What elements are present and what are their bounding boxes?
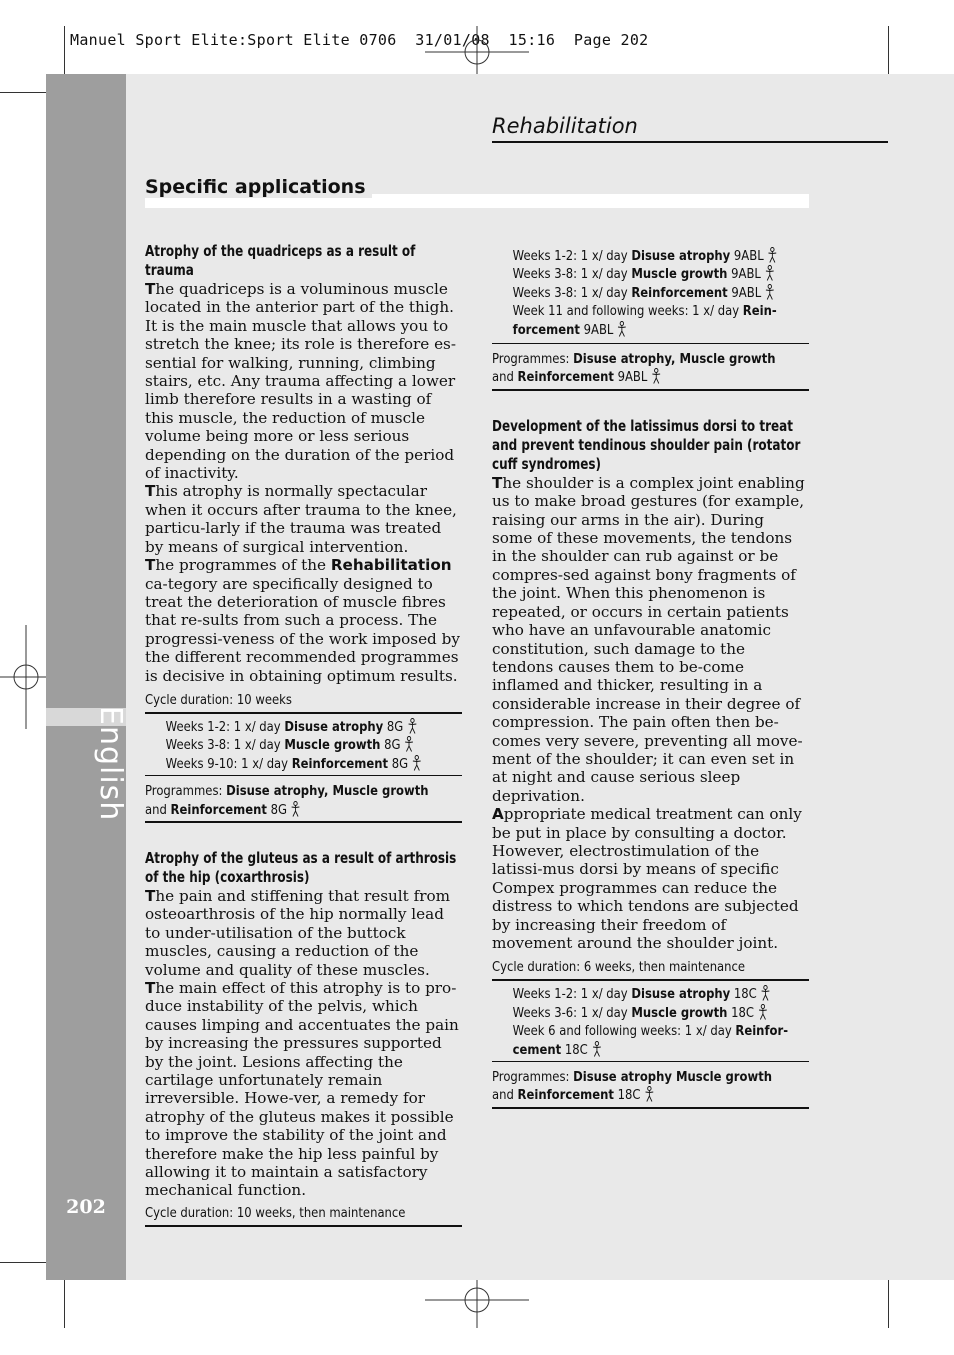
page-number: 202 bbox=[66, 1196, 106, 1218]
gluteus-heading: Atrophy of the gluteus as a result of arthrosis of the hip (coxarthrosis) bbox=[145, 848, 457, 886]
schedule-row: Weeks 3-8: 1 x/ day Reinforcement 9ABL bbox=[513, 284, 829, 302]
section-title: Rehabilitation bbox=[492, 114, 638, 138]
quadriceps-paragraph-3: The programmes of the Rehabilitation ca-tegory are specifically designed to treat the deterioration of muscle fibres that re-sults from such a process. The progressi-veness of the work imposed by the different recommended programmes is decisive in obtaining optimum results. bbox=[145, 556, 460, 685]
stick-figure-icon bbox=[765, 265, 775, 281]
stick-figure-icon bbox=[765, 284, 775, 300]
gluteus-programmes: Programmes: Disuse atrophy, Muscle growth and Reinforcement 9ABL bbox=[492, 351, 776, 386]
quadriceps-programmes: Programmes: Disuse atrophy, Muscle growth and Reinforcement 8G bbox=[145, 783, 429, 818]
stick-figure-icon bbox=[760, 985, 770, 1001]
stick-figure-icon bbox=[767, 247, 777, 263]
latissimus-cycle-duration: Cycle duration: 6 weeks, then maintenance bbox=[492, 959, 746, 976]
schedule-row: Weeks 1-2: 1 x/ day Disuse atrophy 9ABL bbox=[513, 247, 829, 265]
quadriceps-paragraph-2: This atrophy is normally spectacular when it occurs after trauma to the knee, particu-larly if the trauma was treated by means of surgical intervention. bbox=[145, 482, 457, 556]
stick-figure-icon bbox=[758, 1004, 768, 1020]
schedule-row: Weeks 1-2: 1 x/ day Disuse atrophy 18C bbox=[513, 985, 829, 1003]
stick-figure-icon bbox=[404, 736, 414, 752]
latissimus-heading: Development of the latissimus dorsi to treat and prevent tendinous shoulder pain (rotator cuff syndromes) bbox=[492, 416, 801, 473]
schedule-row: Weeks 1-2: 1 x/ day Disuse atrophy 8G bbox=[166, 718, 482, 736]
quadriceps-paragraph-1: The quadriceps is a voluminous muscle located in the anterior part of the thigh. It is the main muscle that allows you to stretch the knee; its role is therefore es-sential for walking, running, climbing stairs, etc. Any trauma affecting a lower limb therefore results in a wasting of this muscle, the reduction of muscle volume being more or less serious depending on the duration of the period of inactivity. bbox=[145, 280, 456, 483]
left-column bbox=[145, 242, 462, 1227]
schedule-row: Week 6 and following weeks: 1 x/ day Reinfor-cement 18C bbox=[512, 1023, 789, 1058]
gluteus-paragraph-2: The main effect of this atrophy is to pro-duce instability of the pelvis, which causes limping and accentuates the pain by increasing the pressures supported by the joint. Lesions affecting the cartilage unfortunately remain irreversible. Howe-ver, a remedy for atrophy of the gluteus makes it possible to improve the stability of the joint and therefore make the hip less painful by allowing it to maintain a satisfactory mechanical function. bbox=[145, 979, 459, 1200]
schedule-row: Weeks 3-8: 1 x/ day Muscle growth 8G bbox=[166, 736, 482, 754]
section-rule bbox=[492, 141, 888, 143]
quadriceps-heading: Atrophy of the quadriceps as a result of trauma bbox=[145, 242, 416, 279]
gluteus-paragraph-1: The pain and stiffening that result from osteoarthrosis of the hip normally lead to under-utilisation of the buttock muscles, causing a reduction of the volume and quality of these muscles. bbox=[145, 886, 451, 979]
schedule-row: Weeks 3-8: 1 x/ day Muscle growth 9ABL bbox=[513, 265, 829, 283]
latissimus-paragraph-2: Appropriate medical treatment can only be put in place by consulting a doctor. However, electrostimulation of the latissi-mus dorsi by means of specific Compex programmes can reduce the distress to which tendons are subjected by increasing their freedom of movement around the shoulder joint. bbox=[492, 805, 802, 952]
gluteus-schedule bbox=[492, 247, 829, 343]
language-label: English bbox=[93, 706, 128, 822]
latissimus-programmes: Programmes: Disuse atrophy Muscle growth and Reinforcement 18C bbox=[492, 1069, 773, 1104]
stick-figure-icon bbox=[591, 1041, 601, 1057]
stick-figure-icon bbox=[617, 321, 627, 337]
page-title: Specific applications bbox=[145, 176, 372, 198]
right-column bbox=[492, 247, 809, 1109]
stick-figure-icon bbox=[644, 1086, 654, 1102]
schedule-row: Weeks 9-10: 1 x/ day Reinforcement 8G bbox=[166, 755, 482, 773]
divider bbox=[492, 1107, 809, 1109]
schedule-row: Week 11 and following weeks: 1 x/ day Rein-forcement 9ABL bbox=[512, 303, 777, 338]
quadriceps-cycle-duration: Cycle duration: 10 weeks bbox=[145, 691, 292, 708]
gluteus-cycle-duration: Cycle duration: 10 weeks, then maintenance bbox=[145, 1204, 406, 1221]
stick-figure-icon bbox=[412, 755, 422, 771]
print-header: Manuel Sport Elite:Sport Elite 0706 31/01/08 15:16 Page 202 bbox=[70, 31, 649, 49]
quadriceps-schedule bbox=[145, 714, 482, 775]
stick-figure-icon bbox=[291, 801, 301, 817]
stick-figure-icon bbox=[407, 718, 417, 734]
schedule-row: Weeks 3-6: 1 x/ day Muscle growth 18C bbox=[513, 1004, 829, 1022]
divider bbox=[145, 1225, 462, 1227]
latissimus-schedule bbox=[492, 981, 829, 1061]
stick-figure-icon bbox=[651, 368, 661, 384]
latissimus-paragraph-1: The shoulder is a complex joint enabling us to make broad gestures (for example, raising our arms in the air). During some of these movements, the tendons in the shoulder can rub against or be compres-sed against bony fragments of the joint. When this phenomenon is repeated, or occurs in certain patients who have an unfavourable anatomic constitution, such damage to the tendons causes them to be-come inflamed and thicker, resulting in a considerable increase in their degree of compression. The pain often then be-comes very severe, preventing all move-ment of the shoulder; it can even set in at night and cause serious sleep deprivation. bbox=[492, 473, 805, 805]
side-bar bbox=[46, 74, 126, 1280]
